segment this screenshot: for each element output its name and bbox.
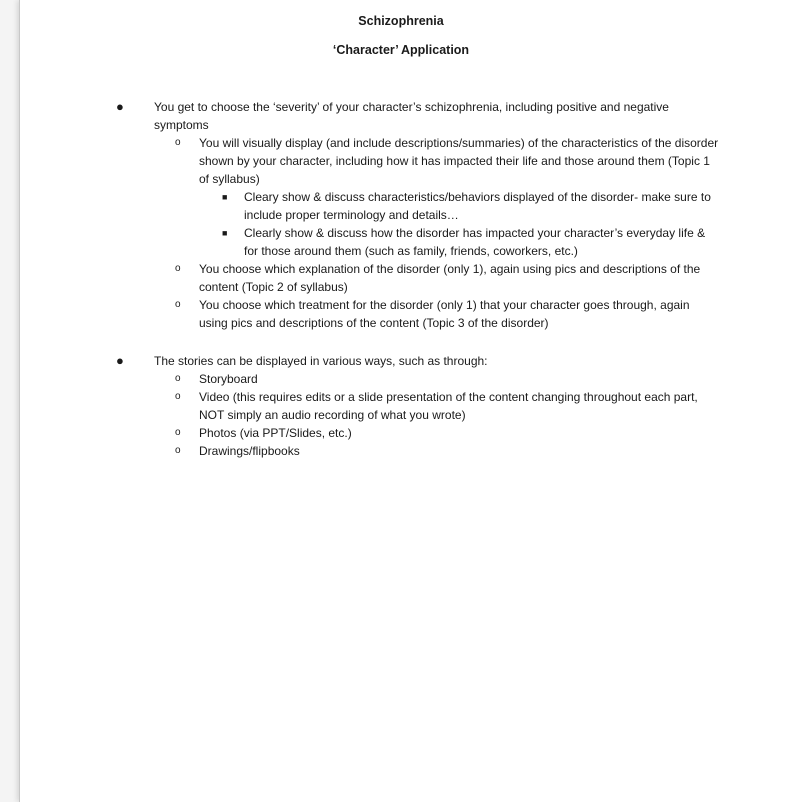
sub-item bbox=[154, 134, 720, 260]
sub-item-text: Storyboard bbox=[199, 372, 258, 386]
circle-bullet-icon: o bbox=[175, 373, 181, 384]
sub-sub-item-text: Cleary show & discuss characteristics/behaviors displayed of the disorder- make sure to include proper terminology and details… bbox=[244, 190, 711, 222]
bullet-dot-icon: ● bbox=[116, 353, 124, 368]
sub-item bbox=[154, 370, 720, 388]
sub-item-text: Photos (via PPT/Slides, etc.) bbox=[199, 426, 352, 440]
bullet-item bbox=[20, 98, 720, 332]
document-page bbox=[19, 0, 800, 802]
bullet-text: You get to choose the ‘severity’ of your character’s schizophrenia, including positive and negative symptoms bbox=[154, 100, 669, 132]
square-bullet-icon: ■ bbox=[222, 228, 228, 238]
sub-item-text: Video (this requires edits or a slide presentation of the content changing throughout each part, NOT simply an audio recording of what you wrote) bbox=[199, 390, 698, 422]
sub-item bbox=[154, 424, 720, 442]
circle-bullet-icon: o bbox=[175, 391, 181, 402]
bullet-list-2 bbox=[20, 352, 720, 460]
circle-bullet-icon: o bbox=[175, 263, 181, 274]
sub-item-text: You choose which treatment for the disorder (only 1) that your character goes through, again using pics and descriptions of the content (Topic 3 of the disorder) bbox=[199, 298, 690, 330]
sub-item-text: You will visually display (and include descriptions/summaries) of the characteristics of the disorder shown by your character, including how it has impacted their life and those around them (Topic 1 of syllabus) bbox=[199, 136, 719, 186]
circle-bullet-icon: o bbox=[175, 299, 181, 310]
sub-item-text: You choose which explanation of the disorder (only 1), again using pics and descriptions of the content (Topic 2 of syllabus) bbox=[199, 262, 701, 294]
document-subtitle: ‘Character’ Application bbox=[332, 43, 470, 57]
sub-item-text: Drawings/flipbooks bbox=[199, 444, 300, 458]
sub-sub-list bbox=[199, 188, 720, 260]
circle-bullet-icon: o bbox=[175, 427, 181, 438]
sub-list bbox=[154, 134, 720, 332]
circle-bullet-icon: o bbox=[175, 445, 181, 456]
bullet-item bbox=[20, 352, 720, 460]
sub-item bbox=[154, 442, 720, 460]
sub-item bbox=[154, 296, 720, 332]
sub-item bbox=[154, 388, 720, 424]
sub-sub-item bbox=[199, 224, 720, 260]
sub-sub-item bbox=[199, 188, 720, 224]
document-title: Schizophrenia bbox=[358, 14, 444, 28]
bullet-list-1 bbox=[20, 98, 720, 332]
circle-bullet-icon: o bbox=[175, 137, 181, 148]
bullet-dot-icon: ● bbox=[116, 99, 124, 114]
square-bullet-icon: ■ bbox=[222, 192, 228, 202]
sub-item bbox=[154, 260, 720, 296]
sub-list bbox=[154, 370, 720, 460]
bullet-text: The stories can be displayed in various ways, such as through: bbox=[154, 354, 488, 368]
sub-sub-item-text: Clearly show & discuss how the disorder has impacted your character’s everyday life & for those around them (such as family, friends, coworkers, etc.) bbox=[244, 226, 706, 258]
